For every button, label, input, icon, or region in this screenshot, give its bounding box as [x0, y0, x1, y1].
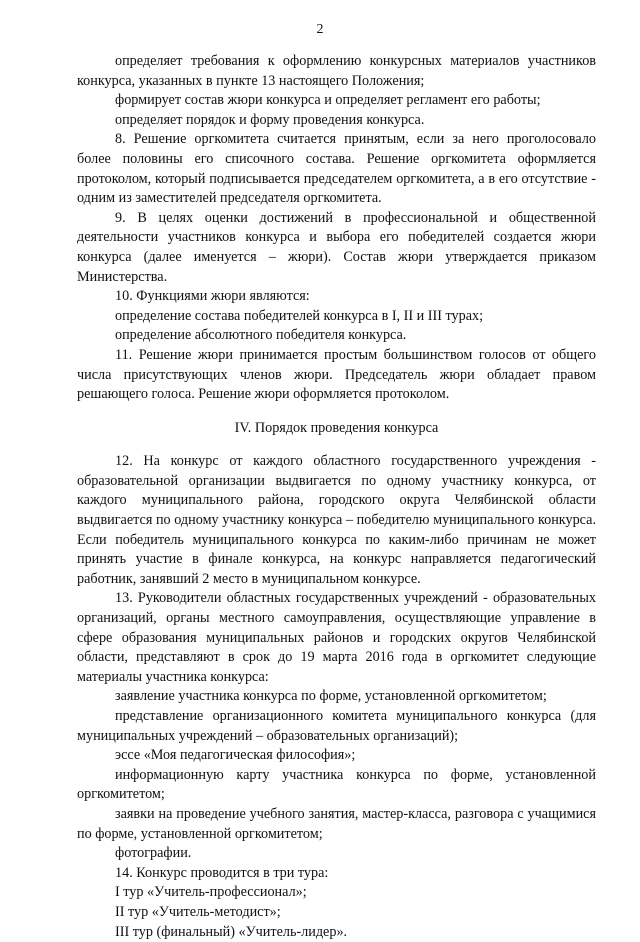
paragraph: определяет порядок и форму проведения конкурса.: [115, 111, 425, 128]
paragraphs-after: [77, 452, 596, 942]
paragraph: информационную карту участника конкурса по форме, установленной оргкомитетом;: [77, 766, 596, 803]
document-body: [77, 52, 596, 942]
page-number: 2: [316, 22, 324, 37]
paragraph: 10. Функциями жюри являются:: [115, 288, 310, 305]
paragraph: фотографии.: [115, 845, 192, 862]
paragraph: формирует состав жюри конкурса и определяет регламент его работы;: [115, 92, 541, 109]
paragraph: представление организационного комитета муниципального конкурса (для муниципальных учреждений – образовательных организаций);: [77, 708, 596, 744]
paragraph: эссе «Моя педагогическая философия»;: [115, 747, 356, 764]
paragraph: заявки на проведение учебного занятия, мастер-класса, разговора с учащимися по форме, установленной оргкомитетом;: [77, 805, 596, 842]
paragraphs-before: [77, 52, 596, 405]
paragraph: 9. В целях оценки достижений в профессиональной и общественной деятельности участников конкурса и выбора его победителей создается жюри конкурса (далее именуется – жюри). Состав жюри утверждается приказом Министерства.: [77, 209, 596, 285]
paragraph: 12. На конкурс от каждого областного государственного учреждения - образовательной организации выдвигается по одному участнику конкурса, от каждого муниципального района, городского округа Челябинской области выдвигается по одному участнику конкурса – победителю муниципального конкурса. Если победитель муниципального конкурса по каким-либо причинам не может принять участие в финале конкурса, на конкурс направляется педагогический работник, занявший 2 место в муниципальном конкурсе.: [77, 453, 596, 587]
paragraph: II тур «Учитель-методист»;: [115, 903, 281, 920]
paragraph: определяет требования к оформлению конкурсных материалов участников конкурса, указанных в пункте 13 настоящего Положения;: [77, 53, 596, 89]
paragraph: заявление участника конкурса по форме, установленной оргкомитетом;: [115, 688, 547, 705]
paragraph: III тур (финальный) «Учитель-лидер».: [115, 923, 348, 940]
paragraph: определение состава победителей конкурса в I, II и III турах;: [115, 307, 484, 324]
paragraph: 14. Конкурс проводится в три тура:: [115, 864, 329, 881]
section-heading: IV. Порядок проведения конкурса: [234, 419, 439, 436]
paragraph: I тур «Учитель-профессионал»;: [115, 884, 307, 901]
paragraph: 13. Руководители областных государственных учреждений - образовательных организаций, органы местного самоуправления, осуществляющие управление в сфере образования муниципальных районов и городских округов Челябинской области, представляют в срок до 19 марта 2016 года в оргкомитет следующие материалы участника конкурса:: [77, 590, 596, 685]
paragraph: 8. Решение оргкомитета считается принятым, если за него проголосовало более половины его списочного состава. Решение оргкомитета оформляется протоколом, который подписывается председателем оргкомитета, а в его отсутствие - одним из заместителей председателя оргкомитета.: [77, 131, 596, 207]
paragraph: 11. Решение жюри принимается простым большинством голосов от общего числа присутствующих членов жюри. Председатель жюри обладает правом решающего голоса. Решение жюри оформляется протоколом.: [77, 346, 596, 403]
paragraph: определение абсолютного победителя конкурса.: [115, 327, 407, 344]
